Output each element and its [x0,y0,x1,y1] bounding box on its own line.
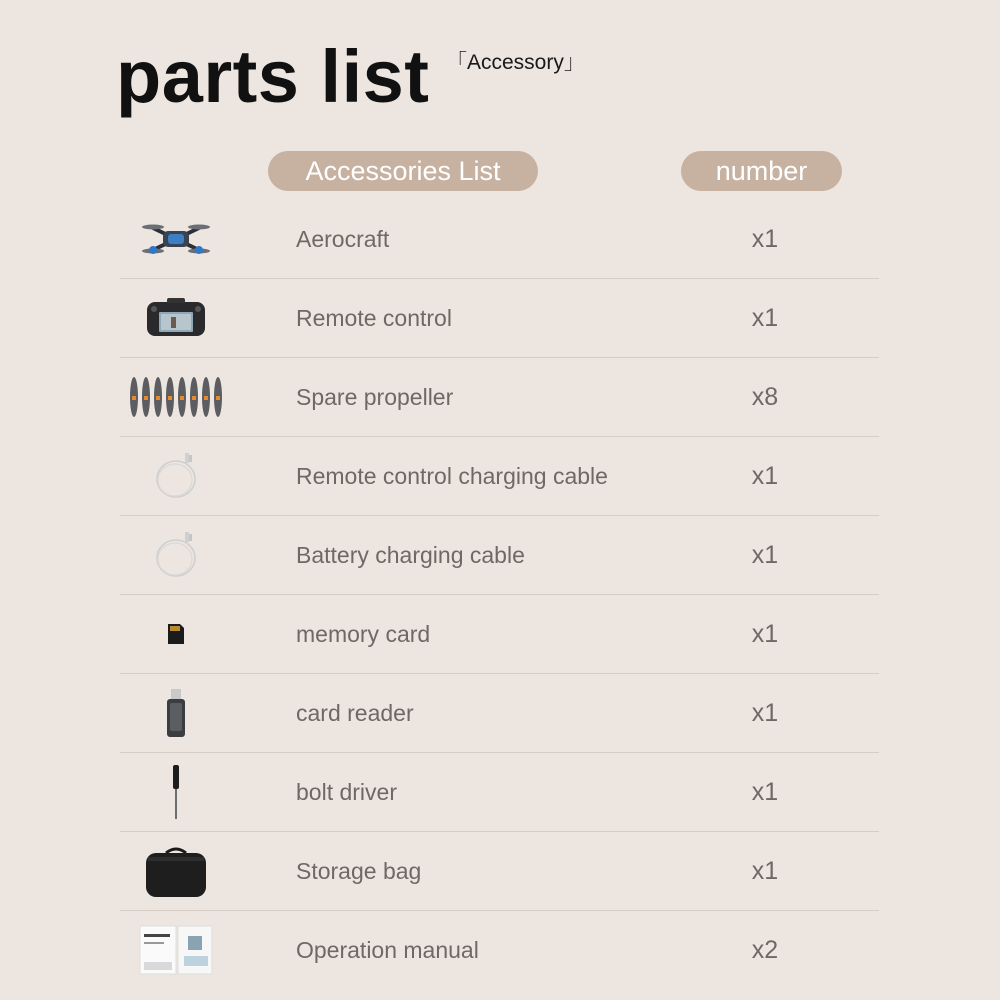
item-quantity: x1 [751,224,779,253]
number-header: number [681,151,842,191]
page-subtitle: 「Accessory」 [446,51,585,74]
propeller-icon [120,358,232,436]
item-quantity: x1 [751,303,779,332]
item-quantity: x1 [751,856,779,885]
storage-bag-icon [120,832,232,910]
table-row [120,516,879,595]
item-name: Remote control charging cable [296,462,608,489]
cable-icon [120,437,232,515]
parts-table [120,200,879,989]
table-row [120,279,879,358]
table-row [120,753,879,832]
table-row [120,911,879,989]
table-row [120,832,879,911]
table-row [120,595,879,674]
item-name: Storage bag [296,857,422,884]
table-row [120,674,879,753]
item-quantity: x1 [751,619,779,648]
item-quantity: x1 [751,461,779,490]
item-quantity: x2 [751,935,779,964]
cable-icon [120,516,232,594]
item-name: Remote control [296,304,452,331]
page-title: parts list [116,35,430,118]
item-quantity: x1 [751,698,779,727]
item-quantity: x1 [751,777,779,806]
manual-icon [120,911,232,989]
item-name: card reader [296,699,414,726]
drone-icon [120,200,232,278]
item-name: bolt driver [296,778,397,805]
item-name: Spare propeller [296,383,454,410]
item-quantity: x8 [751,382,779,411]
item-name: memory card [296,620,431,647]
item-name: Aerocraft [296,225,390,252]
screwdriver-icon [120,753,232,831]
table-row [120,358,879,437]
item-quantity: x1 [751,540,779,569]
memory-card-icon [120,595,232,673]
accessories-list-header: Accessories List [268,151,538,191]
card-reader-icon [120,674,232,752]
table-row [120,200,879,279]
table-row [120,437,879,516]
remote-controller-icon [120,279,232,357]
item-name: Battery charging cable [296,541,525,568]
item-name: Operation manual [296,936,479,963]
